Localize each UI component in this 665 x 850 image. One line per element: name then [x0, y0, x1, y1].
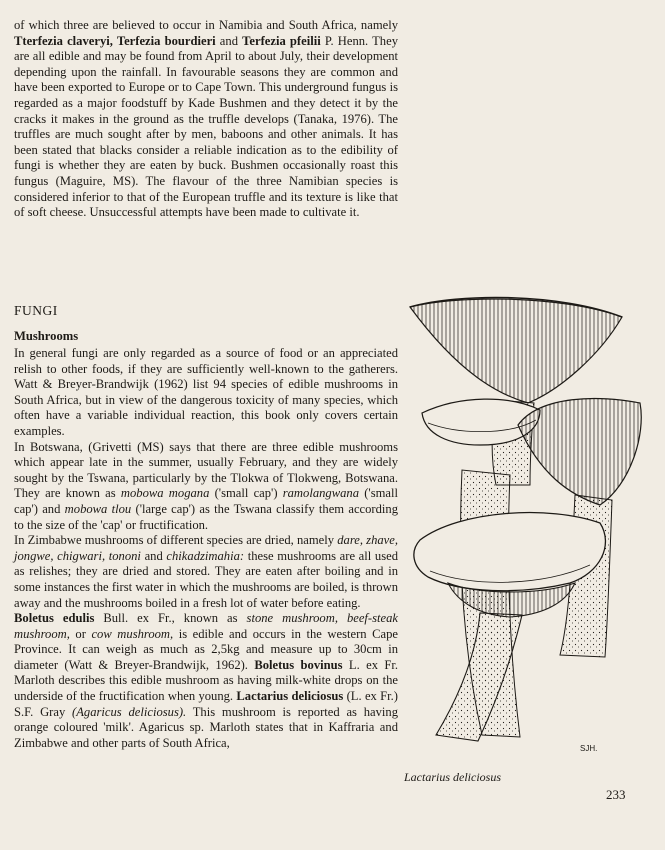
species-terfezia-1: Tterfezia claveryi, Terfezia bourdieri	[14, 33, 216, 48]
p4-text-d: L. ex Fr. Marloth describes this edible mushroom as having milk-white drops on the underside of the fructification when young.	[14, 657, 398, 704]
term-chikadzimahia: chikadzimahia:	[166, 548, 245, 563]
p4-text-f: This mushroom is reported as having orange coloured 'milk'. Agaricus sp. Marloth states that in Kaffraria and Zimbabwe and other parts of South Africa,	[14, 704, 398, 750]
p2-text-d: ('large cap') as the Tswana classify them according to the size of the 'cap' or fructification.	[14, 501, 398, 532]
p4-text-b: or	[69, 626, 92, 641]
illustrator-signature: SJH.	[580, 744, 598, 753]
body-paragraph-2	[14, 440, 398, 534]
p4-text-e: (L. ex Fr.) S.F. Gray	[14, 689, 399, 719]
p2-text-b: ('small cap')	[209, 486, 283, 501]
species-terfezia-pfeilii: Terfezia pfeilii	[242, 33, 321, 48]
term-zimbabwe-names: dare, zhave, jongwe, chigwari, tononi	[14, 533, 398, 563]
body-paragraph-3	[14, 533, 398, 611]
species-boletus-bovinus: Boletus bovinus	[254, 657, 343, 672]
term-mobowa-mogana: mobowa mogana	[120, 486, 210, 501]
section-heading-fungi: FUNGI	[14, 303, 58, 318]
p2-text-a: In Botswana, (Grivetti (MS) says that there are three edible mushrooms which appear late in the summer, usually February, and they are widely sought by the Tswana, particularly by the Tlokwa of Tlokweng, Botswana. They are known as	[14, 439, 398, 501]
intro-text-1: of which three are believed to occur in Namibia and South Africa, namely	[14, 18, 398, 32]
intro-paragraph	[14, 18, 398, 221]
body-paragraph-1: In general fungi are only regarded as a source of food or an appreciated relish to other foods, if they are sufficiently well-known to the gatherers. Watt & Breyer-Brandwijk (1962) list 94 species of edible mushrooms in South Africa, but in view of the dangerous toxicity of many species, which often have a variable individual reaction, this book only covers certain examples.	[14, 346, 398, 438]
intro-text-2: P. Henn. They are all edible and may be found from April to about July, their development depending upon the rainfall. In favourable seasons they are common and have been exported to Europe or to Cape Town. This underground fungus is regarded as a major foodstuff by Kade Bushmen and they detect it by the cracks it makes in the ground as the truffle develops (Tanaka, 1976). The truffles are much sought after by men, baboons and other animals. It has been stated that blacks consider a reliable indication as to the edibility of fungi is whether they are eaten by buck. Bushmen occasionally roast this fungus (Maguire, MS). The flavour of the three Namibian species is considered inferior to that of the European truffle and its texture is like that of soft cheese. Unsuccessful attempts have been made to cultivate it.	[14, 33, 398, 220]
species-boletus-edulis: Boletus edulis	[14, 611, 95, 626]
p3-text-c: these mushrooms are all used as relishes; they are dried and stored. They are eaten after boiling and in some instances the first water in which the mushrooms are boiled, is thrown away and the mushrooms boiled in a fresh lot of water before eating.	[14, 548, 398, 610]
intro-conj: and	[215, 33, 243, 48]
p4-text-c: is edible and occurs in the western Cape Province. It can weigh as much as 2,5kg and measure up to 30cm in diameter (Watt & Breyer-Brandwijk, 1962).	[14, 626, 398, 672]
term-agaricus-deliciosus: (Agaricus deliciosus).	[72, 704, 187, 719]
species-lactarius-deliciosus: Lactarius deliciosus	[236, 689, 344, 704]
mushroom-illustration	[400, 295, 650, 763]
term-mobowa-tlou: mobowa tlou	[64, 501, 132, 516]
body-paragraph-4	[14, 611, 398, 751]
p3-text-b: and	[140, 548, 167, 563]
p3-text-a: In Zimbabwe mushrooms of different species are dried, namely	[14, 533, 338, 548]
term-stone-mushroom: stone mushroom, beef-steak mushroom,	[14, 611, 398, 641]
subsection-heading-mushrooms: Mushrooms	[14, 329, 79, 343]
figure-caption: Lactarius deliciosus	[404, 770, 502, 784]
p2-text-c: ('small cap') and	[14, 486, 398, 516]
term-cow-mushroom: cow mushroom,	[91, 626, 174, 641]
page-number: 233	[606, 787, 626, 802]
mushrooms-body	[14, 346, 398, 751]
p4-text-a: Bull. ex Fr., known as	[94, 611, 247, 626]
term-ramolangwana: ramolangwana	[282, 486, 360, 501]
